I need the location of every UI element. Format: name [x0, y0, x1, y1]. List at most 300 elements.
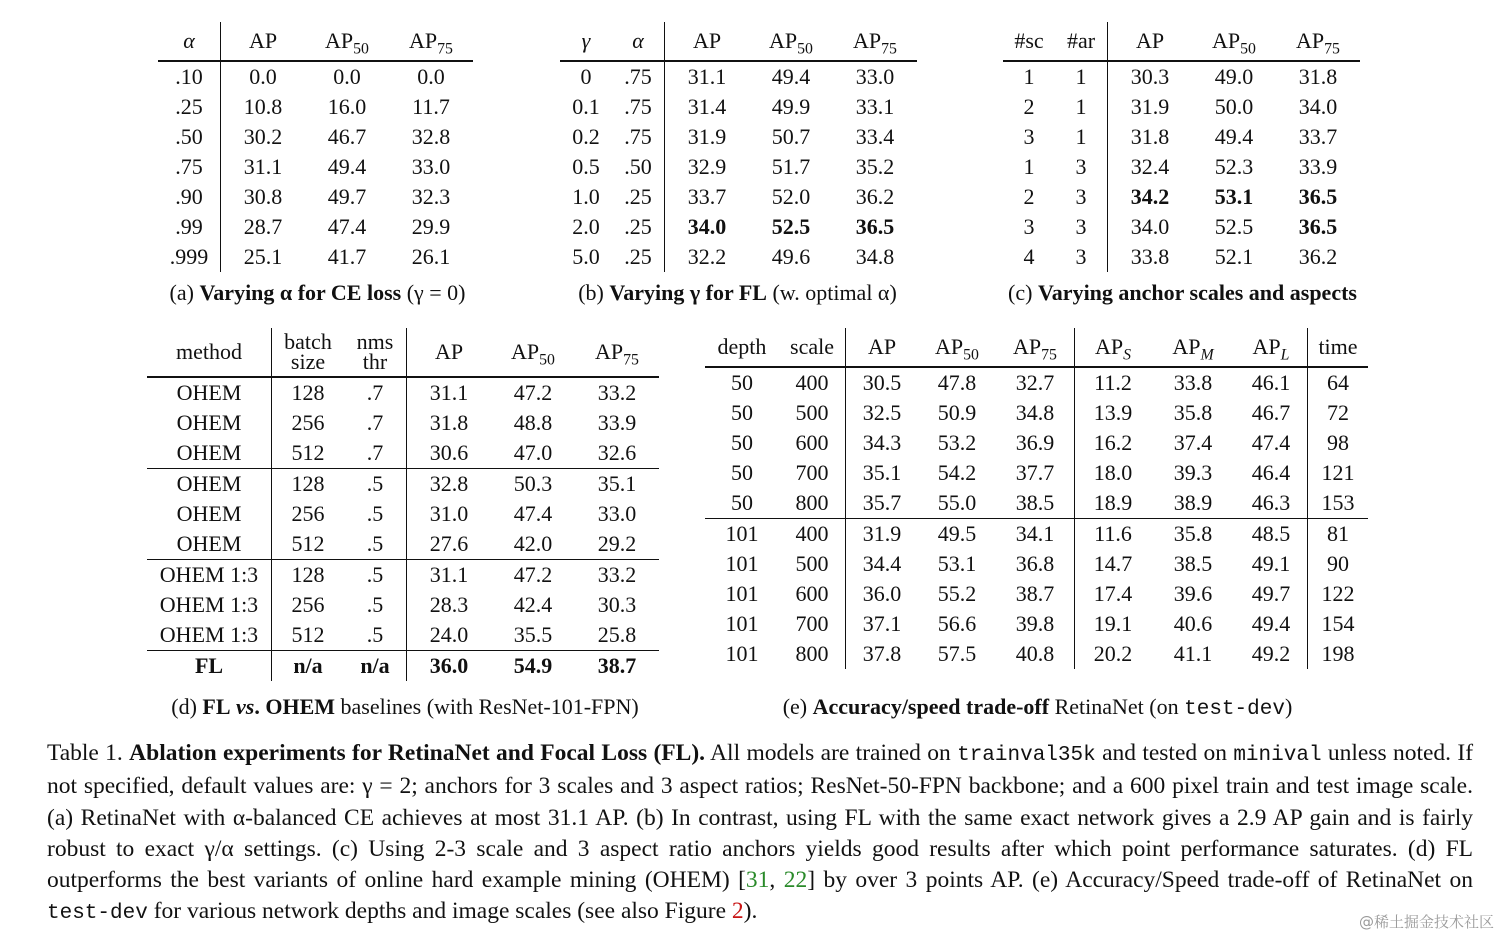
table-cell: .10: [158, 61, 221, 92]
table-cell: 41.1: [1173, 641, 1213, 666]
table-row: [560, 122, 917, 152]
table-cell: 34.0: [1130, 214, 1170, 239]
table-row: [147, 469, 659, 500]
figure-link[interactable]: 2: [731, 898, 744, 925]
table-cell: 24.0: [429, 622, 469, 647]
table-cell: 52.5: [1214, 214, 1254, 239]
table-cell: 30.2: [243, 124, 283, 149]
table-cell: 35.2: [855, 154, 895, 179]
table-header-row: [158, 22, 473, 61]
table-cell: 35.7: [862, 490, 902, 515]
table-cell: .25: [158, 92, 221, 122]
table-cell: 33.1: [855, 94, 895, 119]
table-cell: .99: [158, 212, 221, 242]
table-header-row: [560, 22, 917, 61]
table-row: [1003, 92, 1360, 122]
table-cell: 101: [725, 611, 759, 636]
table-row: [1003, 122, 1360, 152]
table-cell: 32.9: [687, 154, 727, 179]
caption-end: ): [1284, 694, 1293, 719]
table-cell: 41.7: [327, 244, 367, 269]
table-cell: 18.9: [1093, 490, 1133, 515]
table-cell: OHEM 1:3: [147, 560, 272, 591]
table-cell: 52.0: [771, 184, 811, 209]
table-cell: 32.8: [407, 469, 492, 500]
table-cell: 31.1: [407, 560, 492, 591]
table-cell: 256: [291, 410, 325, 435]
table-cell: 36.5: [855, 214, 895, 239]
table-cell: n/a: [272, 651, 345, 682]
col-header: α: [612, 22, 665, 61]
table-cell: 0.1: [572, 94, 600, 119]
table-cell: 3: [1055, 182, 1108, 212]
caption-a: [150, 280, 485, 306]
table-cell: 11.2: [1094, 370, 1132, 395]
table-cell: 0.2: [572, 124, 600, 149]
col-header: depth: [705, 328, 779, 367]
table-cell: 49.1: [1235, 549, 1308, 579]
table-cell: 1.0: [572, 184, 600, 209]
table-cell: 2: [1023, 94, 1035, 119]
table-cell: 20.2: [1093, 641, 1133, 666]
table-cell: 36.9: [996, 428, 1075, 458]
table-cell: .75: [612, 122, 665, 152]
table-cell: 800: [779, 639, 846, 669]
col-header: batch size: [272, 328, 345, 377]
table-cell: 34.8: [996, 398, 1075, 428]
table-b: [560, 22, 917, 272]
table-cell: 31.9: [1130, 94, 1170, 119]
col-header: γ: [560, 22, 612, 61]
caption-bold: Varying anchor scales and aspects: [1037, 280, 1357, 305]
table-cell: 50.0: [1214, 94, 1254, 119]
table-cell: 256: [291, 501, 325, 526]
table-row: [147, 529, 659, 560]
table-cell: 47.0: [513, 440, 553, 465]
table-cell: 34.0: [1298, 94, 1338, 119]
table-cell: 19.1: [1093, 611, 1133, 636]
table-cell: 40.8: [996, 639, 1075, 669]
table-cell: .25: [612, 242, 665, 272]
table-row: [705, 367, 1368, 398]
table-cell: .7: [344, 377, 407, 408]
table-cell: 2.0: [572, 214, 600, 239]
table-cell: 81: [1308, 519, 1369, 550]
table-cell: 400: [779, 519, 846, 550]
table-b-block: [560, 22, 917, 272]
table-cell: 49.4: [327, 154, 367, 179]
table-cell: 49.4: [771, 64, 811, 89]
caption-d: [140, 694, 670, 720]
col-header: $AP_{50}$: [749, 22, 833, 61]
table-cell: .50: [158, 122, 221, 152]
table-row: [705, 488, 1368, 519]
table-cell: 0: [580, 64, 592, 89]
table-cell: 29.2: [597, 531, 637, 556]
table-cell: FL: [147, 651, 272, 682]
table-cell: 128: [272, 469, 345, 500]
table-row: [158, 212, 473, 242]
caption-code: test-dev: [47, 902, 148, 926]
table-cell: 1: [1055, 92, 1108, 122]
table-cell: 47.2: [513, 380, 553, 405]
caption-text: unless noted. If not specified, default values are: γ = 2; anchors for 3 scales and 3 aspect ratios; ResNet-50-FPN backbone; and a 600 pixel train and test image scale. (a) RetinaNet with α-balanced CE achieves at most 31.1 AP. (b) In contrast, using FL with the same exact network gives a 2.9 AP gain and is fairly robust to exact γ/α settings. (c) Using 2-3 scale and 3 aspect ratio anchors yields good results after which point performance saturates. (d) FL outperforms the best variants of online hard example mining (OHEM) [: [47, 740, 1474, 894]
table-cell: 47.8: [937, 370, 977, 395]
table-cell: 2: [1023, 184, 1035, 209]
table-cell: 52.1: [1214, 244, 1254, 269]
table-c-block: [1003, 22, 1360, 272]
table-cell: 46.4: [1235, 458, 1308, 488]
table-cell: 36.5: [1298, 214, 1338, 239]
table-cell: 34.0: [687, 214, 727, 239]
table-row: [147, 651, 659, 682]
col-header: nms thr: [344, 328, 407, 377]
col-header: α: [158, 22, 221, 61]
table-cell: 153: [1321, 490, 1355, 515]
citation-link[interactable]: 22: [783, 867, 808, 894]
table-row: [1003, 152, 1360, 182]
table-cell: 30.3: [597, 592, 637, 617]
col-header: AP: [221, 22, 306, 61]
table-cell: 11.7: [412, 94, 450, 119]
table-cell: 38.9: [1173, 490, 1213, 515]
table-cell: OHEM: [147, 408, 272, 438]
table-cell: 1: [1055, 61, 1108, 92]
table-cell: 55.0: [937, 490, 977, 515]
table-cell: 42.4: [513, 592, 553, 617]
table-row: [147, 408, 659, 438]
table-cell: OHEM: [147, 499, 272, 529]
table-cell: 35.5: [513, 622, 553, 647]
caption-rest: RetinaNet (on: [1054, 694, 1179, 719]
table-cell: .75: [158, 152, 221, 182]
table-cell: 49.7: [1235, 579, 1308, 609]
table-row: [158, 182, 473, 212]
table-cell: 51.7: [771, 154, 811, 179]
table-cell: 64: [1327, 370, 1349, 395]
table-cell: .7: [344, 438, 407, 469]
caption-prefix: (e): [782, 694, 808, 719]
table-row: [705, 579, 1368, 609]
table-cell: 0.5: [572, 154, 600, 179]
table-cell: 31.1: [243, 154, 283, 179]
col-header: #sc: [1003, 22, 1055, 61]
table-cell: 53.1: [1214, 184, 1254, 209]
table-cell: 49.0: [1214, 64, 1254, 89]
table-cell: 34.2: [1130, 184, 1170, 209]
table-cell: 128: [291, 380, 325, 405]
table-cell: 36.5: [1298, 184, 1338, 209]
table-cell: .5: [344, 620, 407, 651]
table-cell: 25.8: [597, 622, 637, 647]
table-e-body: [705, 367, 1368, 669]
table-cell: 52.3: [1214, 154, 1254, 179]
caption-prefix: (b): [578, 280, 604, 305]
col-header: AP: [1108, 22, 1193, 61]
table-cell: 50.9: [937, 400, 977, 425]
table-cell: 36.0: [862, 581, 902, 606]
table-cell: OHEM 1:3: [147, 620, 272, 651]
caption-bold: Varying α for CE loss: [199, 280, 402, 305]
table-cell: 3: [1023, 124, 1035, 149]
table-cell: 32.3: [411, 184, 451, 209]
col-header: $AP_{50}$: [918, 328, 996, 367]
table-cell: 34.4: [862, 551, 902, 576]
table-c: [1003, 22, 1360, 272]
table-header-row: [705, 328, 1368, 367]
table-cell: 32.5: [862, 400, 902, 425]
table-cell: 38.7: [996, 579, 1075, 609]
table-cell: 50.3: [491, 469, 575, 500]
caption-label: Table 1.: [47, 740, 123, 766]
table-cell: OHEM: [147, 469, 272, 500]
table-cell: 54.9: [491, 651, 575, 682]
col-header: $AP_{75}$: [833, 22, 917, 61]
table-cell: 512: [291, 531, 325, 556]
table-cell: 0.0: [417, 64, 445, 89]
col-header: $AP_{75}$: [389, 22, 473, 61]
table-cell: 39.6: [1173, 581, 1213, 606]
table-cell: 31.8: [1130, 124, 1170, 149]
table-row: [147, 499, 659, 529]
col-header: AP: [407, 328, 492, 377]
col-header: $AP_M$: [1151, 328, 1235, 367]
table-cell: 37.4: [1173, 430, 1213, 455]
caption-rest: baselines (with ResNet-101-FPN): [340, 694, 639, 719]
table-cell: 33.7: [1298, 124, 1338, 149]
table-row: [560, 182, 917, 212]
col-header: $AP_{75}$: [575, 328, 659, 377]
watermark: @稀土掘金技术社区: [1358, 913, 1494, 931]
table-cell: 18.0: [1093, 460, 1133, 485]
col-header: scale: [779, 328, 846, 367]
table-row: [147, 590, 659, 620]
table-cell: 46.7: [1235, 398, 1308, 428]
table-cell: 256: [291, 592, 325, 617]
table-row: [147, 620, 659, 651]
table-cell: 1: [1023, 64, 1035, 89]
table-cell: 35.1: [575, 469, 659, 500]
table-cell: 33.2: [597, 380, 637, 405]
table-cell: .5: [344, 560, 407, 591]
table-row: [1003, 242, 1360, 272]
table-cell: 121: [1321, 460, 1355, 485]
table-cell: 500: [779, 549, 846, 579]
table-header-row: [147, 328, 659, 377]
table-cell: 29.9: [411, 214, 451, 239]
table-cell: 32.2: [687, 244, 727, 269]
caption-rest: (γ = 0): [406, 280, 466, 305]
table-cell: 38.7: [575, 651, 659, 682]
table-cell: 36.2: [1298, 244, 1338, 269]
caption-text: and tested on: [1102, 740, 1227, 766]
table-row: [560, 152, 917, 182]
table-cell: 101: [705, 519, 779, 550]
table-cell: 39.8: [996, 609, 1075, 639]
table-cell: 46.3: [1235, 488, 1308, 519]
table-row: [158, 61, 473, 92]
table-cell: 38.5: [1173, 551, 1213, 576]
table-cell: 49.5: [918, 519, 996, 550]
table-cell: 32.6: [597, 440, 637, 465]
caption-bold: Varying γ for FL: [609, 280, 767, 305]
table-header-row: [1003, 22, 1360, 61]
caption-bold: . OHEM: [254, 694, 336, 719]
table-cell: 11.6: [1075, 519, 1152, 550]
table-cell: .5: [344, 469, 407, 500]
table-cell: 47.4: [513, 501, 553, 526]
caption-vs: vs: [236, 694, 255, 719]
table-row: [1003, 182, 1360, 212]
col-header: $AP_{75}$: [996, 328, 1075, 367]
table-cell: 50: [731, 490, 753, 515]
table-row: [705, 639, 1368, 669]
table-cell: 37.8: [862, 641, 902, 666]
table-cell: 36.0: [407, 651, 492, 682]
table-cell: 700: [779, 458, 846, 488]
table-cell: 33.8: [1173, 370, 1213, 395]
table-cell: 700: [779, 609, 846, 639]
table-cell: 128: [272, 560, 345, 591]
table-cell: OHEM: [147, 529, 272, 560]
table-cell: 122: [1321, 581, 1355, 606]
table-cell: 33.8: [1130, 244, 1170, 269]
table-row: [560, 212, 917, 242]
table-cell: 31.1: [687, 64, 727, 89]
table-cell: 3: [1055, 242, 1108, 272]
table-cell: .7: [344, 408, 407, 438]
table-cell: .5: [344, 529, 407, 560]
table-cell: 31.8: [429, 410, 469, 435]
table-cell: 3: [1055, 152, 1108, 182]
table-row: [705, 609, 1368, 639]
table-cell: .90: [158, 182, 221, 212]
col-header: $AP_L$: [1235, 328, 1308, 367]
table-row: [147, 438, 659, 469]
table-cell: .25: [612, 212, 665, 242]
table-cell: 101: [725, 581, 759, 606]
table-row: [147, 560, 659, 591]
table-cell: 34.3: [862, 430, 902, 455]
caption-bold: FL: [202, 694, 231, 719]
table-d-body: [147, 377, 659, 681]
table-cell: 31.9: [846, 519, 919, 550]
table-cell: 30.3: [1130, 64, 1170, 89]
table-row: [560, 242, 917, 272]
table-cell: 30.5: [862, 370, 902, 395]
table-cell: 37.1: [862, 611, 902, 636]
table-cell: 55.2: [937, 581, 977, 606]
table-cell: 50: [731, 460, 753, 485]
table-cell: .5: [344, 590, 407, 620]
table-cell: 600: [779, 428, 846, 458]
table-cell: 31.4: [687, 94, 727, 119]
col-header: AP: [846, 328, 919, 367]
table-cell: 101: [725, 641, 759, 666]
table-row: [705, 549, 1368, 579]
table-row: [158, 242, 473, 272]
table-cell: .75: [612, 92, 665, 122]
table-row: [705, 398, 1368, 428]
caption-text: ).: [743, 898, 758, 925]
table-a-block: [158, 22, 473, 272]
table-row: [158, 122, 473, 152]
col-header: $AP_S$: [1075, 328, 1152, 367]
table-cell: 53.2: [937, 430, 977, 455]
table-cell: 28.3: [429, 592, 469, 617]
table-cell: 4: [1023, 244, 1035, 269]
table-cell: 33.7: [687, 184, 727, 209]
table-a: [158, 22, 473, 272]
table-cell: 52.5: [771, 214, 811, 239]
table-cell: 34.1: [996, 519, 1075, 550]
table-cell: 14.7: [1093, 551, 1133, 576]
table-cell: 0.0: [333, 64, 361, 89]
table-cell: 31.1: [429, 380, 469, 405]
table-row: [560, 61, 917, 92]
table-cell: 47.2: [491, 560, 575, 591]
table-cell: .50: [612, 152, 665, 182]
table-cell: 32.7: [996, 367, 1075, 398]
table-cell: 40.6: [1173, 611, 1213, 636]
table-cell: 33.4: [855, 124, 895, 149]
caption-prefix: (a): [169, 280, 194, 305]
caption-prefix: (c): [1008, 280, 1033, 305]
caption-e: [705, 694, 1370, 721]
caption-prefix: (d): [171, 694, 197, 719]
caption-b: [555, 280, 920, 306]
table-cell: 35.8: [1173, 400, 1213, 425]
table-e-block: [705, 328, 1368, 669]
table-d: [147, 328, 659, 681]
table-row: [560, 92, 917, 122]
col-header: $AP_{50}$: [305, 22, 389, 61]
table-main-caption: [47, 738, 1473, 930]
table-row: [158, 152, 473, 182]
table-cell: 512: [291, 440, 325, 465]
table-cell: 33.0: [855, 64, 895, 89]
table-cell: 0.0: [249, 64, 277, 89]
table-e: [705, 328, 1368, 669]
col-header: time: [1308, 328, 1369, 367]
table-cell: OHEM: [147, 377, 272, 408]
table-cell: 31.9: [687, 124, 727, 149]
col-header: #ar: [1055, 22, 1108, 61]
table-cell: 154: [1321, 611, 1355, 636]
table-cell: 49.4: [1214, 124, 1254, 149]
table-row: [1003, 61, 1360, 92]
col-header: $AP_{50}$: [491, 328, 575, 377]
table-row: [705, 519, 1368, 550]
table-row: [705, 428, 1368, 458]
table-cell: 46.1: [1235, 367, 1308, 398]
table-cell: 35.1: [862, 460, 902, 485]
table-cell: 49.7: [327, 184, 367, 209]
table-cell: 36.8: [996, 549, 1075, 579]
citation-link[interactable]: 31: [745, 867, 770, 894]
table-cell: 28.7: [243, 214, 283, 239]
caption-text: ,: [769, 867, 784, 894]
table-cell: 47.4: [327, 214, 367, 239]
caption-code: minival: [1233, 744, 1322, 767]
table-cell: 33.0: [597, 501, 637, 526]
table-cell: .75: [612, 61, 665, 92]
caption-text: All models are trained on: [710, 740, 951, 766]
table-cell: 39.3: [1173, 460, 1213, 485]
table-cell: 3: [1055, 212, 1108, 242]
table-cell: 1: [1055, 122, 1108, 152]
table-cell: 3: [1023, 214, 1035, 239]
